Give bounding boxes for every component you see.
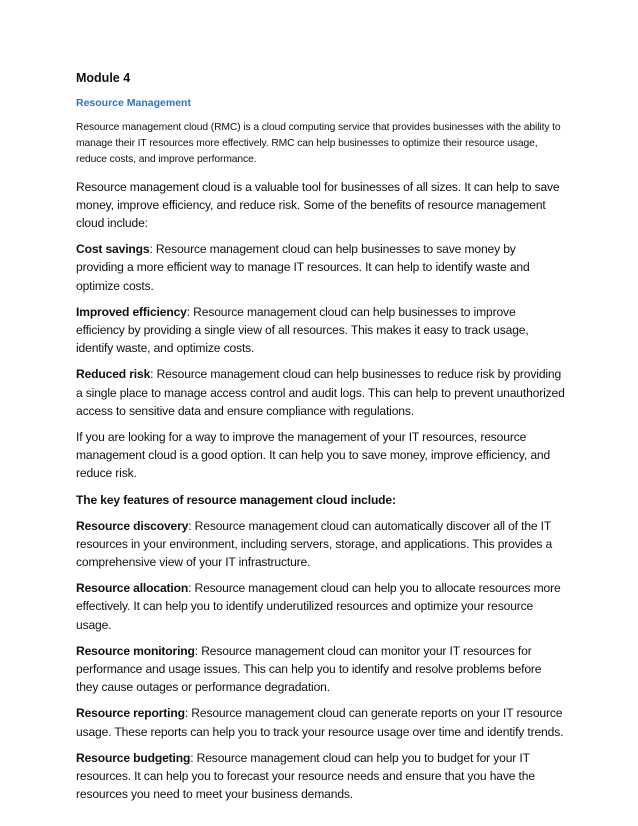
feature-term: Resource reporting <box>76 706 185 721</box>
benefit-text: : Resource management cloud can help businesses to save money by providing a more efficient way to manage IT resources. It can help to identify waste and optimize costs. <box>76 242 530 293</box>
feature-text: : Resource management cloud can monitor your IT resources for performance and usage issues. This can help you to identify and resolve problems before they cause outages or performance degradation. <box>76 643 542 695</box>
benefit-reduced-risk <box>76 365 566 420</box>
feature-resource-budgeting <box>76 749 566 804</box>
benefit-text: : Resource management cloud can help businesses to improve efficiency by providing a single view of all resources. This makes it easy to track usage, identify waste, and optimize costs. <box>76 304 529 356</box>
overview-paragraph: Resource management cloud is a valuable tool for businesses of all sizes. It can help to save money, improve efficiency, and reduce risk. Some of the benefits of resource management cloud include: <box>76 179 560 231</box>
features-heading: The key features of resource management cloud include: <box>76 492 396 507</box>
feature-text: : Resource management cloud can generate reports on your IT resource usage. These reports can help you to track your resource usage over time and identify trends. <box>76 706 564 739</box>
feature-term: Resource budgeting <box>76 750 191 765</box>
benefit-term: Reduced risk <box>76 367 151 382</box>
benefit-improved-efficiency <box>76 303 566 358</box>
feature-text: : Resource management cloud can help you to allocate resources more effectively. It can help you to identify underutilized resources and optimize your resource usage. <box>76 581 561 632</box>
feature-resource-allocation <box>76 579 566 634</box>
intro-paragraph: Resource management cloud (RMC) is a cloud computing service that provides businesses with the ability to manage their IT resources more effectively. RMC can help businesses to optimize their resource usage, reduce costs, and improve performance. <box>76 122 561 166</box>
feature-resource-monitoring <box>76 642 566 697</box>
feature-term: Resource allocation <box>76 581 189 596</box>
benefit-text: : Resource management cloud can help businesses to reduce risk by providing a single place to manage access control and audit logs. This can help to prevent unauthorized access to sensitive data and ensure compliance with regulations. <box>76 367 565 418</box>
benefit-term: Improved efficiency <box>76 304 187 319</box>
section-heading: Resource Management <box>76 97 191 109</box>
feature-text: : Resource management cloud can help you to budget for your IT resources. It can help you to forecast your resource needs and ensure that you have the resources you need to meet your business demands. <box>76 750 535 802</box>
benefit-cost-savings <box>76 240 566 295</box>
feature-term: Resource discovery <box>76 518 189 533</box>
feature-resource-reporting <box>76 704 566 740</box>
module-title: Module 4 <box>76 71 131 85</box>
document-page <box>76 70 566 812</box>
benefit-term: Cost savings <box>76 242 150 257</box>
feature-term: Resource monitoring <box>76 643 195 658</box>
recommendation-paragraph: If you are looking for a way to improve the management of your IT resources, resource management cloud is a good option. It can help you to save money, improve efficiency, and reduce risk. <box>76 430 551 481</box>
feature-resource-discovery <box>76 517 566 572</box>
feature-text: : Resource management cloud can automatically discover all of the IT resources in your environment, including servers, storage, and applications. This provides a comprehensive view of your IT infrastructure. <box>76 518 553 570</box>
